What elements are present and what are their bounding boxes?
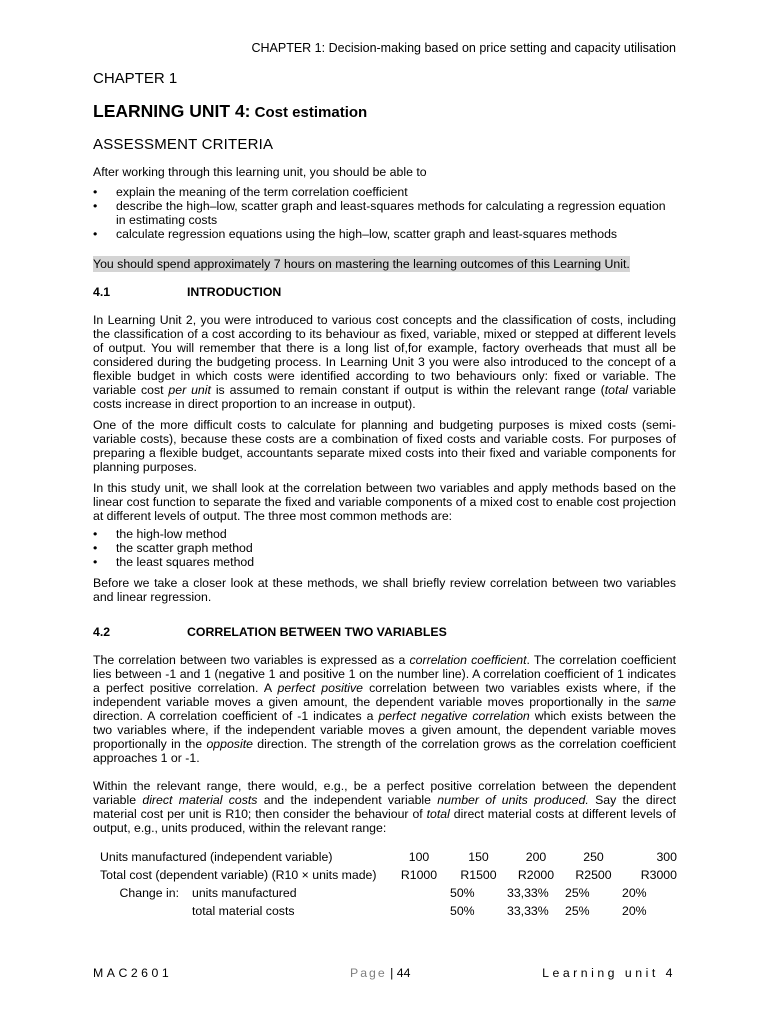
assessment-intro: After working through this learning unit, you should be able to <box>93 165 427 179</box>
paragraph: Within the relevant range, there would, e.g., be a perfect positive correlation between the dependent variable direct material costs and the independent variable number of units produced. Say the direct material cost per unit is R10; then consider the behaviour of total direct material costs at different levels of output, e.g., units produced, within the relevant range: <box>93 779 677 835</box>
paragraph: One of the more difficult costs to calculate for planning and budgeting purposes is mixed costs (semi-variable costs), because these costs are a combination of fixed costs and variable costs. For purposes of preparing a flexible budget, accountants separate mixed costs into their fixed and variable components for planning purposes. <box>93 418 676 474</box>
footer-page-number: Page | 44 <box>350 966 411 980</box>
assessment-heading: ASSESSMENT CRITERIA <box>93 136 274 153</box>
assessment-block <box>93 165 676 241</box>
learning-unit-name: Cost estimation <box>250 104 368 121</box>
list-item: • explain the meaning of the term correlation coefficient <box>93 185 408 199</box>
paragraph: In Learning Unit 2, you were introduced to various cost concepts and the classification of costs, including the classification of a cost according to its behaviour as fixed, variable, mixed or stepped at different levels of output. You will remember that there is a long list of,for example, factory overheads that must all be considered during the budgeting process. In Learning Unit 3 you were also introduced to the concept of a flexible budget in which costs were identified according to two behaviours only: fixed or variable. The variable cost per unit is assumed to remain constant if output is within the relevant range (total variable costs increase in direct proportion to an increase in output). <box>93 313 676 411</box>
table-row: Total cost (dependent variable) (R10 × units made) R1000 R1500 R2000 R2500 R3000 <box>100 868 677 882</box>
list-item: • the least squares method <box>93 555 255 569</box>
footer-course-code: MAC2601 <box>93 966 173 980</box>
page-footer <box>93 966 676 980</box>
table-row: Change in: units manufactured 50% 33,33% 25% 20% <box>119 886 647 900</box>
table-row: total material costs 50% 33,33% 25% 20% <box>192 904 647 918</box>
assessment-list <box>93 185 676 241</box>
paragraph: The correlation between two variables is expressed as a correlation coefficient. The correlation coefficient lies between -1 and 1 (negative 1 and positive 1 on the number line). A correlation coefficient of 1 indicates a perfect positive correlation. A perfect positive correlation between two variables exists where, if the independent variable moves a given amount, the dependent variable moves proportionally in the same direction. A correlation coefficient of -1 indicates a perfect negative correlation which exists between the two variables where, if the independent variable moves a given amount, the dependent variable moves proportionally in the opposite direction. The strength of the correlation grows as the correlation coefficient approaches 1 or -1. <box>93 653 676 765</box>
change-table <box>93 848 677 920</box>
section-heading-4-2: 4.2 CORRELATION BETWEEN TWO VARIABLES <box>93 625 447 639</box>
paragraph: In this study unit, we shall look at the correlation between two variables and apply methods based on the linear cost function to separate the fixed and variable components of a mixed cost to enable cost projection at different levels of output. The three most common methods are: <box>93 481 676 523</box>
section-4-2-body <box>93 653 676 842</box>
running-header: CHAPTER 1: Decision-making based on price setting and capacity utilisation <box>251 41 676 55</box>
methods-list <box>93 527 676 569</box>
time-note <box>93 257 676 271</box>
list-item: • the high-low method <box>93 527 227 541</box>
table-row: Units manufactured (independent variable) 100 150 200 250 300 <box>100 850 677 864</box>
chapter-label: CHAPTER 1 <box>93 70 178 87</box>
footer-unit-label: Learning unit 4 <box>542 966 676 980</box>
list-item: • calculate regression equations using the high–low, scatter graph and least-squares methods <box>93 227 618 241</box>
section-4-1-body <box>93 313 676 611</box>
section-heading-4-1: 4.1 INTRODUCTION <box>93 285 282 299</box>
learning-unit-prefix: LEARNING UNIT 4: <box>93 101 251 121</box>
time-note-highlight: You should spend approximately 7 hours on mastering the learning outcomes of this Learning Unit. <box>93 257 630 271</box>
list-item: • describe the high–low, scatter graph and least-squares methods for calculating a regression equation in estimating costs <box>93 199 666 227</box>
learning-unit-title <box>93 101 367 122</box>
paragraph: Before we take a closer look at these methods, we shall briefly review correlation between two variables and linear regression. <box>93 576 676 604</box>
list-item: • the scatter graph method <box>93 541 253 555</box>
